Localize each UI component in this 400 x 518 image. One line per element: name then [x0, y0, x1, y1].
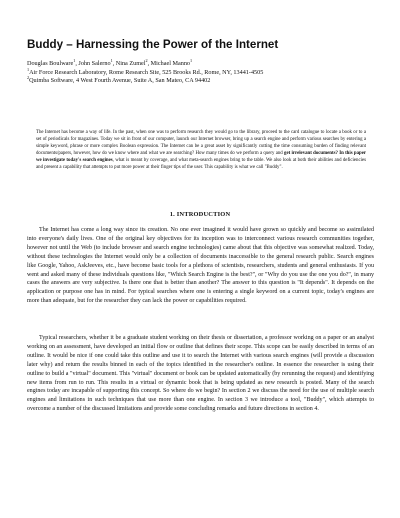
- affiliation-2: [27, 77, 377, 86]
- abstract: [36, 129, 366, 171]
- affiliation-marker: 1: [27, 66, 30, 72]
- author-name: , Michael Manno: [147, 60, 191, 67]
- author-name: , John Salerno: [75, 60, 111, 67]
- abstract-text: The Internet has become a way of life. In the past, when one was to perform research they would go to the library, proceed to the card catalogue to locate a book or to a set of periodicals for magazines. Today we sit in front of our computer, launch our Internet browser, bring up a search engine and perform various searches by entering a simple keyword, phrase or more complex Boolean expression. The Internet can be a great asset by significantly cutting the time consuming burden of finding relevant documents/papers, however, how do we know where and what we are searching? How many times do we perform a query and: [36, 130, 366, 157]
- author-name: , Nina Zumel: [112, 60, 146, 67]
- affiliation-marker: 1: [190, 57, 193, 63]
- author-block: [27, 57, 377, 86]
- affiliation-marker: 1: [73, 57, 76, 63]
- paper-title: Buddy – Harnessing the Power of the Internet: [27, 38, 279, 51]
- intro-paragraph-2: Typical researchers, whether it be a graduate student working on their thesis or dissertation, a professor working on a paper or an analyst working on an assessment, have developed an initial flow or outline that defines their scope. This scope can be easily described in terms of an outline. It would be nice if one could take this outline and use it to search the Internet with various search engines (will provide a discussion later why) and return the results binned in each of the topics identified in the researcher's outline. In essence the researcher is using their outline to build a "virtual" document. This "virtual" document or book can be updated automatically (by rerunning the request) and identifying new items from run to run. This results in a virtual or dynamic book that is being updated as new research is posted. Many of the search engines today are incapable of supporting this concept. So where do we begin? In section 2 we discuss the need for the use of multiple search engines and limitations in such techniques that use more than one engine. In section 3 we introduce a tool, "Buddy", which attempts to overcome a number of the discussed limitations and provide some concluding remarks and future directions in section 4.: [27, 335, 374, 413]
- affiliation-marker: 2: [27, 75, 30, 81]
- abstract-text: , what is meant by coverage, and what meta-search engines bring to the table. We also look at both their abilities and deficiencies and present a capability that attempts to put more power at their finger tips of the user. This capability is what we call "Buddy".: [36, 158, 366, 171]
- section-heading: 1. INTRODUCTION: [169, 211, 231, 218]
- intro-paragraph-1: The Internet has come a long way since its creation. No one ever imagined it would have grown so quickly and become so assimilated into everyone's daily lives. One of the original key objectives for its inception was to interconnect various research communities together, however not until the Web (to include browser and search engine technologies) came about that this objective was somewhat realized. Today, without these technologies the Internet would only be a collection of documents inaccessible to the general research public. Search engines like Google, Yahoo, AskJeeves, etc., have become basic tools for a plethora of scientists, researchers, students and general enthusiasts. If you went and asked many of these individuals questions like, "Which Search Engine is the best?", or "Why do you use the one you do?", in many cases the answers are very subjective. Is there one that is better than another? The answer to this question is "It depends". It depends on the application or purpose one has in mind. For typical searches where one is entering a single keyword on a current topic, today's engines are more than adequate, but for the researcher they can lack the power or capabilities required.: [27, 227, 374, 305]
- author-name: Douglas Boulware: [27, 60, 74, 67]
- affiliation-text: Air Force Research Laboratory, Rome Research Site, 525 Brooks Rd., Rome, NY, 13441-4505: [29, 68, 264, 76]
- affiliation-text: Quimba Software, 4 West Fourth Avenue, Suite A, San Mateo, CA 94402: [29, 77, 211, 85]
- author-list: [27, 57, 377, 69]
- affiliation-marker: 1: [110, 57, 113, 63]
- affiliation-marker: 2: [145, 57, 148, 63]
- abstract-bold-text: get irrelevant documents? In this paper we investigate today's search engines: [36, 151, 367, 164]
